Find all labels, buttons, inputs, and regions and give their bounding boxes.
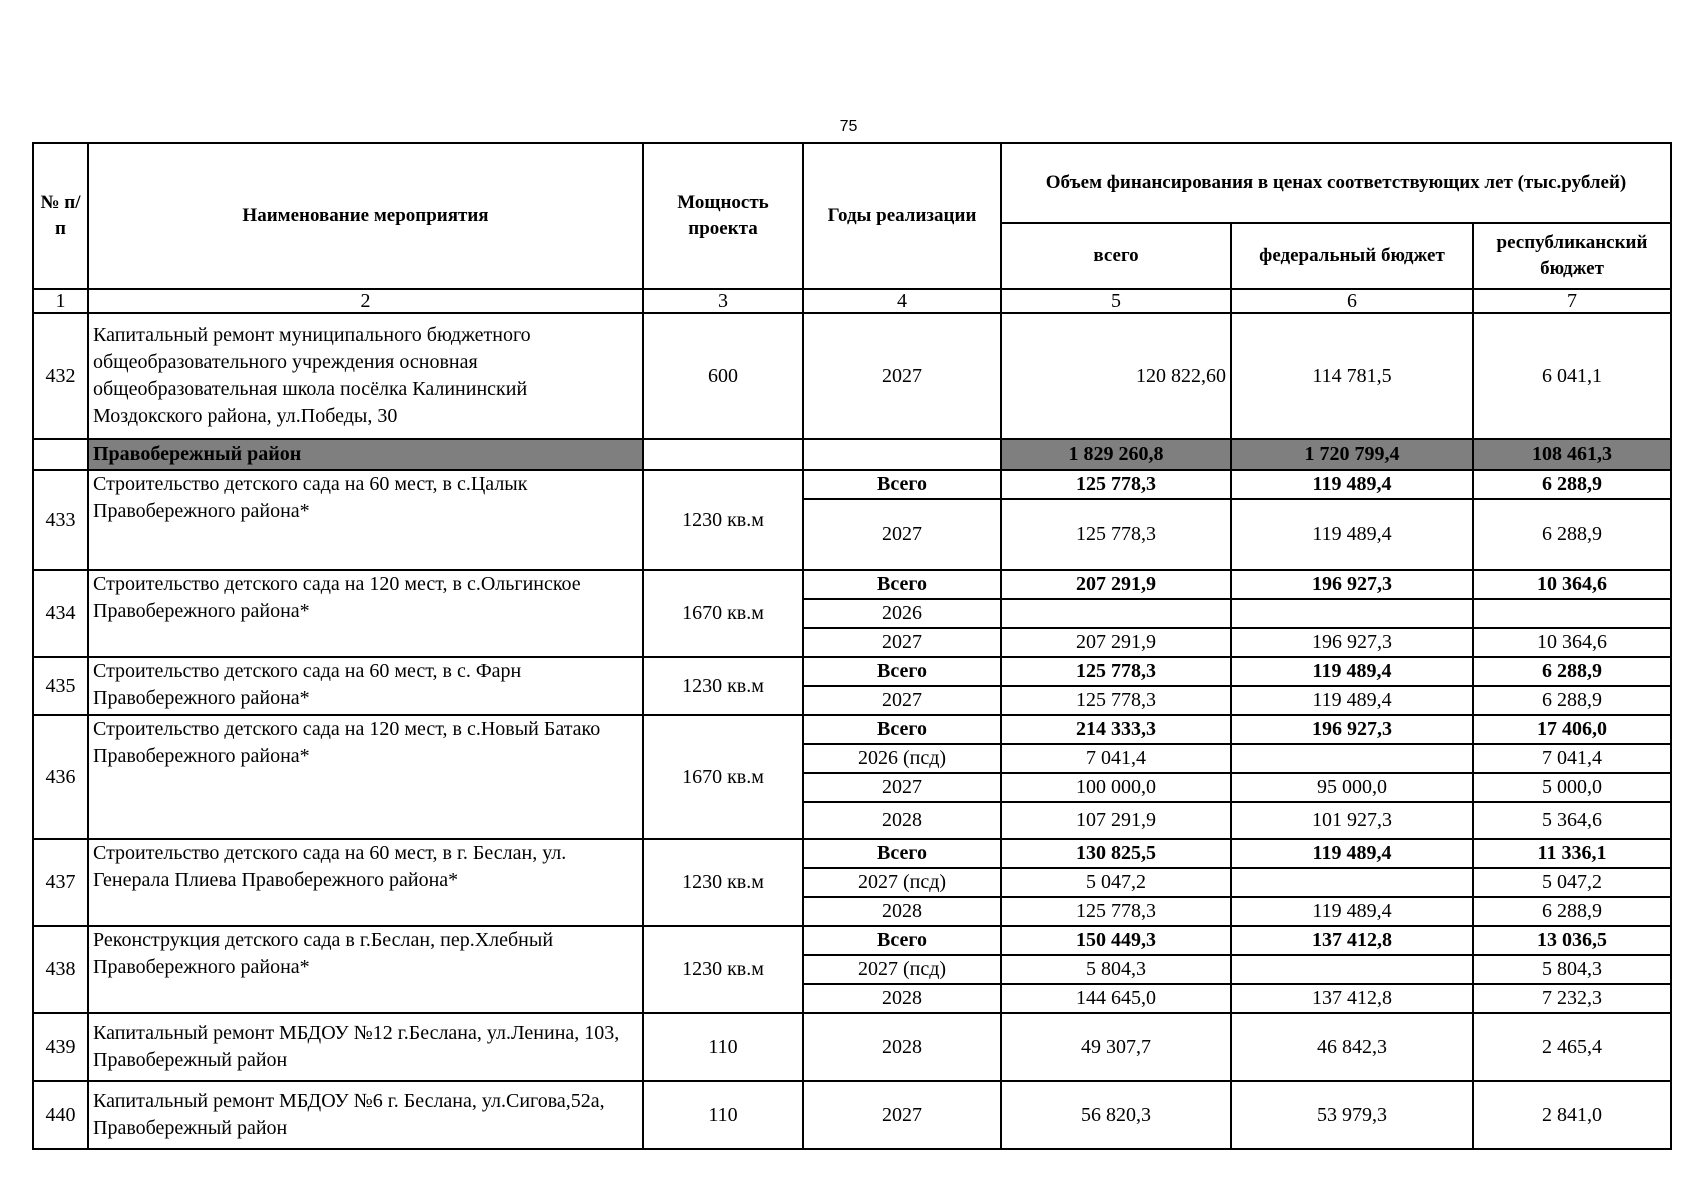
row-federal: 101 927,3 bbox=[1231, 802, 1473, 839]
row-year: 2028 bbox=[803, 897, 1001, 926]
row-republic: 6 288,9 bbox=[1473, 897, 1671, 926]
row-name: Капитальный ремонт МБДОУ №6 г. Беслана, ул.Сигова,52а, Правобережный район bbox=[88, 1081, 643, 1149]
row-capacity: 110 bbox=[643, 1013, 803, 1081]
row-federal: 119 489,4 bbox=[1231, 686, 1473, 715]
row-total: 5 804,3 bbox=[1001, 955, 1231, 984]
project-num: 435 bbox=[33, 657, 88, 715]
row-republic: 13 036,5 bbox=[1473, 926, 1671, 955]
row-total: 214 333,3 bbox=[1001, 715, 1231, 744]
column-number: 1 bbox=[33, 289, 88, 313]
header-federal: федеральный бюджет bbox=[1231, 223, 1473, 289]
column-number: 5 bbox=[1001, 289, 1231, 313]
project-capacity: 1670 кв.м bbox=[643, 570, 803, 657]
row-republic: 5 804,3 bbox=[1473, 955, 1671, 984]
row-total: 125 778,3 bbox=[1001, 897, 1231, 926]
row-federal: 119 489,4 bbox=[1231, 499, 1473, 570]
header-total: всего bbox=[1001, 223, 1231, 289]
row-republic: 17 406,0 bbox=[1473, 715, 1671, 744]
project-436 bbox=[33, 715, 1671, 839]
row-year: Всего bbox=[803, 839, 1001, 868]
row-total: 125 778,3 bbox=[1001, 657, 1231, 686]
project-num: 434 bbox=[33, 570, 88, 657]
header-num: № п/п bbox=[33, 143, 88, 289]
row-federal: 119 489,4 bbox=[1231, 897, 1473, 926]
row-year: 2026 bbox=[803, 599, 1001, 628]
table-row bbox=[33, 715, 1671, 744]
project-capacity: 1230 кв.м bbox=[643, 926, 803, 1013]
project-434 bbox=[33, 570, 1671, 657]
row-capacity: 600 bbox=[643, 313, 803, 439]
project-name: Строительство детского сада на 120 мест, в с.Новый Батако Правобережного района* bbox=[88, 715, 643, 839]
row-federal: 119 489,4 bbox=[1231, 839, 1473, 868]
row-total: 7 041,4 bbox=[1001, 744, 1231, 773]
row-republic: 2 465,4 bbox=[1473, 1013, 1671, 1081]
row-440 bbox=[33, 1081, 1671, 1149]
project-name: Реконструкция детского сада в г.Беслан, пер.Хлебный Правобережного района* bbox=[88, 926, 643, 1013]
district-capacity-cell bbox=[643, 439, 803, 470]
row-republic bbox=[1473, 599, 1671, 628]
funding-table bbox=[32, 142, 1672, 1150]
project-num: 436 bbox=[33, 715, 88, 839]
project-capacity: 1230 кв.м bbox=[643, 657, 803, 715]
row-year: 2028 bbox=[803, 984, 1001, 1013]
row-capacity: 110 bbox=[643, 1081, 803, 1149]
table-row bbox=[33, 570, 1671, 599]
project-name: Строительство детского сада на 60 мест, в с. Фарн Правобережного района* bbox=[88, 657, 643, 715]
project-name: Строительство детского сада на 60 мест, в с.Цалык Правобережного района* bbox=[88, 470, 643, 570]
row-federal: 46 842,3 bbox=[1231, 1013, 1473, 1081]
row-year: Всего bbox=[803, 470, 1001, 499]
header-years: Годы реализации bbox=[803, 143, 1001, 289]
row-republic: 2 841,0 bbox=[1473, 1081, 1671, 1149]
row-republic: 6 288,9 bbox=[1473, 686, 1671, 715]
row-year: Всего bbox=[803, 657, 1001, 686]
row-federal bbox=[1231, 955, 1473, 984]
district-republic: 108 461,3 bbox=[1473, 439, 1671, 470]
row-federal: 196 927,3 bbox=[1231, 715, 1473, 744]
column-number: 6 bbox=[1231, 289, 1473, 313]
row-federal bbox=[1231, 744, 1473, 773]
row-federal: 137 412,8 bbox=[1231, 984, 1473, 1013]
row-total: 125 778,3 bbox=[1001, 470, 1231, 499]
row-republic: 5 047,2 bbox=[1473, 868, 1671, 897]
row-federal: 196 927,3 bbox=[1231, 628, 1473, 657]
row-total: 120 822,60 bbox=[1001, 313, 1231, 439]
district-federal: 1 720 799,4 bbox=[1231, 439, 1473, 470]
row-federal bbox=[1231, 868, 1473, 897]
district-section bbox=[33, 439, 1671, 470]
header-republic: республиканский бюджет bbox=[1473, 223, 1671, 289]
row-republic: 7 041,4 bbox=[1473, 744, 1671, 773]
row-republic: 5 364,6 bbox=[1473, 802, 1671, 839]
row-total: 5 047,2 bbox=[1001, 868, 1231, 897]
header-name: Наименование мероприятия bbox=[88, 143, 643, 289]
row-total: 207 291,9 bbox=[1001, 570, 1231, 599]
row-year: Всего bbox=[803, 715, 1001, 744]
column-number: 7 bbox=[1473, 289, 1671, 313]
row-republic: 5 000,0 bbox=[1473, 773, 1671, 802]
row-federal: 119 489,4 bbox=[1231, 657, 1473, 686]
row-year: 2027 bbox=[803, 313, 1001, 439]
row-name: Капитальный ремонт муниципального бюджетного общеобразовательного учреждения основная общеобразовательная школа посёлка Калининский Моздокского района, ул.Победы, 30 bbox=[88, 313, 643, 439]
project-name: Строительство детского сада на 60 мест, в г. Беслан, ул. Генерала Плиева Правобережного района* bbox=[88, 839, 643, 926]
table-row bbox=[33, 839, 1671, 868]
row-year: Всего bbox=[803, 926, 1001, 955]
row-total: 125 778,3 bbox=[1001, 686, 1231, 715]
project-name: Строительство детского сада на 120 мест, в с.Ольгинское Правобережного района* bbox=[88, 570, 643, 657]
row-total: 144 645,0 bbox=[1001, 984, 1231, 1013]
row-republic: 6 288,9 bbox=[1473, 499, 1671, 570]
row-federal bbox=[1231, 599, 1473, 628]
table-row bbox=[33, 313, 1671, 439]
row-republic: 11 336,1 bbox=[1473, 839, 1671, 868]
row-republic: 6 288,9 bbox=[1473, 470, 1671, 499]
row-federal: 95 000,0 bbox=[1231, 773, 1473, 802]
row-num: 432 bbox=[33, 313, 88, 439]
row-year: 2027 bbox=[803, 628, 1001, 657]
project-435 bbox=[33, 657, 1671, 715]
header-capacity: Мощность проекта bbox=[643, 143, 803, 289]
project-capacity: 1230 кв.м bbox=[643, 470, 803, 570]
row-year: 2026 (псд) bbox=[803, 744, 1001, 773]
row-name: Капитальный ремонт МБДОУ №12 г.Беслана, ул.Ленина, 103, Правобережный район bbox=[88, 1013, 643, 1081]
header-funding: Объем финансирования в ценах соответствующих лет (тыс.рублей) bbox=[1001, 143, 1671, 223]
project-437 bbox=[33, 839, 1671, 926]
column-number: 2 bbox=[88, 289, 643, 313]
row-year: 2027 bbox=[803, 773, 1001, 802]
row-total: 100 000,0 bbox=[1001, 773, 1231, 802]
row-year: 2028 bbox=[803, 802, 1001, 839]
row-total: 49 307,7 bbox=[1001, 1013, 1231, 1081]
row-federal: 114 781,5 bbox=[1231, 313, 1473, 439]
table-row bbox=[33, 657, 1671, 686]
row-republic: 6 041,1 bbox=[1473, 313, 1671, 439]
project-num: 437 bbox=[33, 839, 88, 926]
district-row bbox=[33, 439, 1671, 470]
row-federal: 137 412,8 bbox=[1231, 926, 1473, 955]
project-num: 438 bbox=[33, 926, 88, 1013]
row-republic: 6 288,9 bbox=[1473, 657, 1671, 686]
row-year: 2028 bbox=[803, 1013, 1001, 1081]
row-432 bbox=[33, 313, 1671, 439]
project-capacity: 1230 кв.м bbox=[643, 839, 803, 926]
table-row bbox=[33, 470, 1671, 499]
row-num: 439 bbox=[33, 1013, 88, 1081]
project-433 bbox=[33, 470, 1671, 570]
project-438 bbox=[33, 926, 1671, 1013]
row-total: 150 449,3 bbox=[1001, 926, 1231, 955]
column-number: 4 bbox=[803, 289, 1001, 313]
row-federal: 119 489,4 bbox=[1231, 470, 1473, 499]
row-year: 2027 bbox=[803, 499, 1001, 570]
row-total bbox=[1001, 599, 1231, 628]
column-number: 3 bbox=[643, 289, 803, 313]
district-name: Правобережный район bbox=[88, 439, 643, 470]
row-total: 56 820,3 bbox=[1001, 1081, 1231, 1149]
page-number: 75 bbox=[839, 118, 858, 135]
row-federal: 196 927,3 bbox=[1231, 570, 1473, 599]
row-republic: 10 364,6 bbox=[1473, 628, 1671, 657]
district-year-cell bbox=[803, 439, 1001, 470]
table-header bbox=[33, 143, 1671, 313]
row-total: 125 778,3 bbox=[1001, 499, 1231, 570]
table-row bbox=[33, 926, 1671, 955]
row-year: 2027 (псд) bbox=[803, 955, 1001, 984]
table-row bbox=[33, 1013, 1671, 1081]
row-total: 207 291,9 bbox=[1001, 628, 1231, 657]
row-439 bbox=[33, 1013, 1671, 1081]
column-number-row bbox=[33, 289, 1671, 313]
row-total: 107 291,9 bbox=[1001, 802, 1231, 839]
project-num: 433 bbox=[33, 470, 88, 570]
district-total: 1 829 260,8 bbox=[1001, 439, 1231, 470]
district-num-cell bbox=[33, 439, 88, 470]
row-year: 2027 bbox=[803, 1081, 1001, 1149]
row-num: 440 bbox=[33, 1081, 88, 1149]
table-row bbox=[33, 1081, 1671, 1149]
row-total: 130 825,5 bbox=[1001, 839, 1231, 868]
row-year: 2027 (псд) bbox=[803, 868, 1001, 897]
row-republic: 7 232,3 bbox=[1473, 984, 1671, 1013]
project-capacity: 1670 кв.м bbox=[643, 715, 803, 839]
row-federal: 53 979,3 bbox=[1231, 1081, 1473, 1149]
row-year: Всего bbox=[803, 570, 1001, 599]
row-year: 2027 bbox=[803, 686, 1001, 715]
row-republic: 10 364,6 bbox=[1473, 570, 1671, 599]
